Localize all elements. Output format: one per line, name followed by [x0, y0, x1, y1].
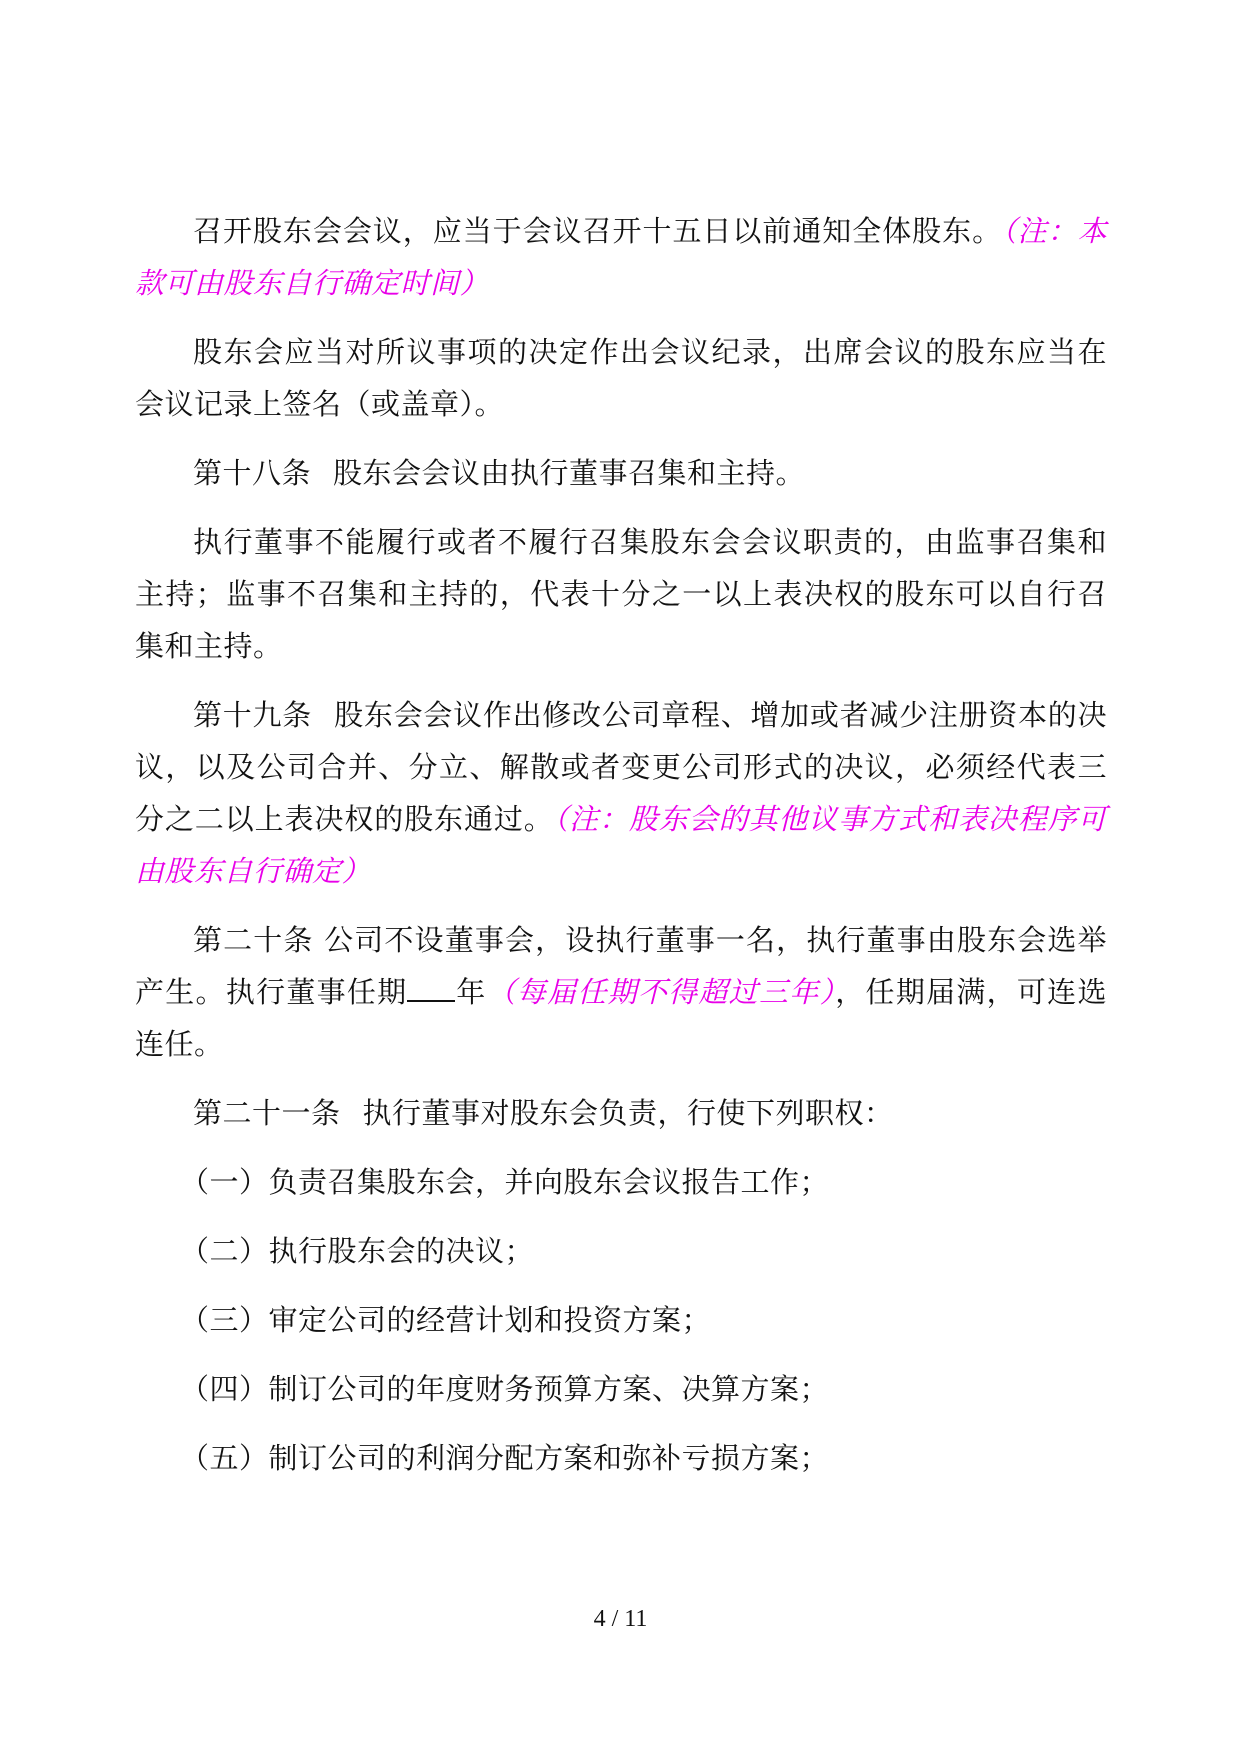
term-unit: 年 — [455, 975, 487, 1009]
paragraph-meeting-minutes — [135, 326, 1107, 430]
paragraph-text: 公司不设董事会，设执行董事一名，执行董事由股东会选举产生。执行董事任期 — [135, 923, 1107, 1009]
document-body — [135, 205, 1107, 1501]
article-label: 第十八条 — [193, 456, 312, 490]
page-number: 4 / 11 — [593, 1606, 648, 1632]
annotation-note: （注：本款可由股东自行确定时间） — [135, 214, 1107, 300]
paragraph-text-after: ，任期届满，可连选连任。 — [135, 975, 1107, 1061]
list-item: （二）执行股东会的决议； — [180, 1234, 535, 1268]
paragraph-text: 召开股东会会议，应当于会议召开十五日以前通知全体股东。 — [193, 214, 1003, 248]
article-label: 第二十条 — [193, 923, 314, 957]
list-item: （三）审定公司的经营计划和投资方案； — [180, 1303, 712, 1337]
article-label: 第十九条 — [193, 698, 312, 732]
article-21 — [135, 1087, 1107, 1139]
paragraph-text: 股东会应当对所议事项的决定作出会议纪录，出席会议的股东应当在会议记录上签名（或盖章）。 — [135, 335, 1107, 421]
article-20 — [135, 914, 1107, 1070]
blank-term-field — [407, 972, 455, 1002]
list-item: （四）制订公司的年度财务预算方案、决算方案； — [180, 1372, 830, 1406]
paragraph-text: 执行董事不能履行或者不履行召集股东会会议职责的，由监事召集和主持；监事不召集和主持的，代表十分之一以上表决权的股东可以自行召集和主持。 — [135, 525, 1107, 663]
paragraph-text: 股东会会议作出修改公司章程、增加或者减少注册资本的决议，以及公司合并、分立、解散或者变更公司形式的决议，必须经代表三分之二以上表决权的股东通过。 — [135, 698, 1107, 836]
article-18 — [135, 447, 1107, 499]
annotation-note: （注：股东会的其他议事方式和表决程序可由股东自行确定） — [135, 802, 1107, 888]
annotation-note: （每届任期不得超过三年） — [486, 975, 836, 1009]
paragraph-convening-fallback — [135, 516, 1107, 672]
list-item: （一）负责召集股东会，并向股东会议报告工作； — [180, 1165, 830, 1199]
list-item: （五）制订公司的利润分配方案和弥补亏损方案； — [180, 1441, 830, 1475]
paragraph-text: 执行董事对股东会负责，行使下列职权： — [362, 1096, 894, 1130]
article-19 — [135, 689, 1107, 897]
paragraph-meeting-notice — [135, 205, 1107, 309]
paragraph-text: 股东会会议由执行董事召集和主持。 — [333, 456, 806, 490]
article-label: 第二十一条 — [193, 1096, 341, 1130]
